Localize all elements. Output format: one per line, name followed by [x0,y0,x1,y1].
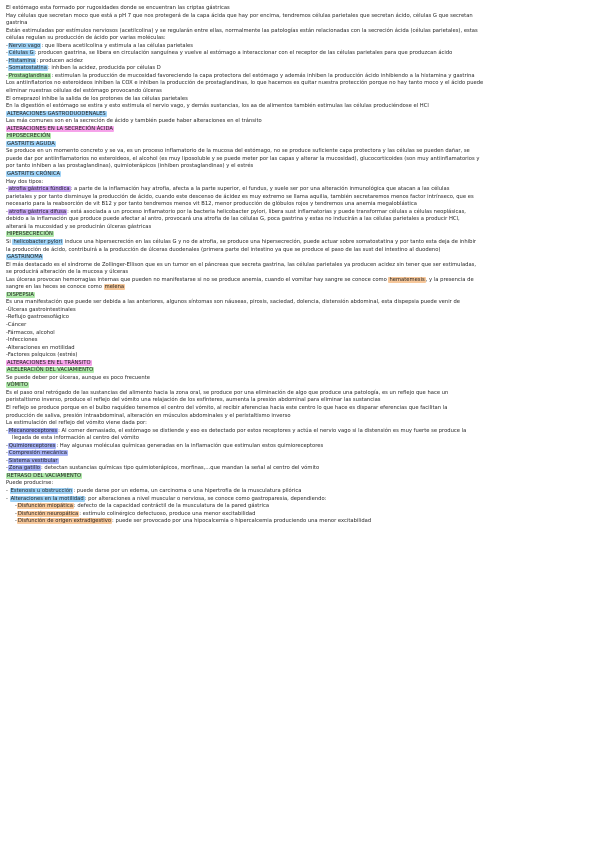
text-segment: : producen gastrina, se libera en circulación sanguínea y vuelve al estómago a interaccionar con el receptor de las células parietales para que produzcan ácido [34,50,453,57]
text-line [6,480,593,488]
text-segment: - [6,457,8,464]
highlighted-term: ALTERACIONES GASTRODUODENALES [7,110,106,117]
text-line [6,269,593,277]
text-segment: - [6,208,8,215]
text-segment: , y la presencia de [425,276,474,283]
text-segment: por tanto inhiben a las prostaglandinas), quimioterápicos (inhiben prostaglandinas) y el estrés [6,163,254,170]
text-segment: - [15,510,17,517]
text-line [6,382,593,390]
text-segment: Se puede deber por úlceras, aunque es poco frecuente [6,374,150,381]
text-segment: : inhiben la acidez, producida por células D [47,65,161,72]
text-segment: Los antiinflatorios no esteroideos inhiben la COX e inhiben la producción de prostaglandinas, lo que hacemos es quitar nuestra protección porque no hay tanto moco y el ácido puede [6,80,484,87]
text-segment: Las más comunes son en la secreción de ácido y también puede haber alteraciones en el tránsito [6,118,262,125]
highlighted-term: atrofia gástrica difusa [8,208,67,215]
text-line [6,405,593,413]
text-line [6,465,593,473]
text-line [6,201,593,209]
text-segment: Si [6,238,13,245]
text-line [6,179,593,187]
text-segment: puede dar por antiinflamatorios no esteroideos, el alcohol (es muy liposoluble y se puede meter por las capas y alterar la mucosidad), glucocorticoides (son muy antiinflamatorios y [6,155,480,162]
text-line [6,262,593,270]
text-line [6,314,593,322]
text-segment: La estimulación del reflejo del vómito viene dada por: [6,420,147,427]
highlighted-term: HIPOSECRECIÓN [7,133,51,140]
highlighted-term: ALTERACIONES EN LA SECRECIÓN ÁCIDA [7,125,113,132]
text-segment: -Alteraciones en motilidad [6,344,75,351]
text-segment: llegada de esta información al centro del vómito [12,435,139,442]
highlighted-term: Compresión mecánica [8,450,67,457]
text-line [6,375,593,383]
text-segment: : está asociada a un proceso inflamatorio por la bacteria helicobacter pylori, libera sust inflamatorias y puede transformar células a células neoplásicas, [67,208,466,215]
text-segment: Es el paso oral retrógado de las sustancias del alimento hacia la zona oral, se produce por una eliminación de algo que produce una patología, es un reflejo que hace un [6,389,449,396]
text-segment: células regulan su producción de ácido por varias moléculas: [6,35,166,42]
text-segment: - [6,57,8,64]
highlighted-term: Mecanoreceptores [8,427,58,434]
text-segment: se producirá alteración de la mucosa y úlceras [6,269,129,276]
text-segment: - [6,186,8,193]
text-line [6,420,593,428]
text-line [6,397,593,405]
text-line [6,488,593,496]
text-line [6,118,593,126]
text-segment: : producen acidez [36,57,83,64]
text-segment: : estímulo colinérgico defectuoso, produce una menor excitabilidad [79,510,256,517]
text-segment: Puede producirse: [6,480,54,487]
text-line [6,126,593,134]
text-segment: El reflejo se produce porque en el bulbo raquídeo tenemos el centro del vómito, al recibir aferencias hacia este centro lo que hace es disparar eferencias que facilitan la [6,404,448,411]
text-segment: - [6,442,8,449]
text-line [6,299,593,307]
text-segment: -Factores psíquicos (estrés) [6,352,78,359]
text-segment: peristaltismo inverso, produce el reflejo del vómito una relajación de los esfínteres, aumenta la presión abdominal para eliminar las sustancias [6,397,381,404]
text-segment: - [6,488,10,494]
text-line [6,352,593,360]
highlighted-term: atrofia gástrica fúndica [8,186,70,193]
highlighted-term: Zona gatillo [8,465,40,472]
highlighted-term: Disfunción miopática [17,503,73,510]
highlighted-term: Disfunción de origen extradigestivo [17,518,112,525]
text-line [6,50,593,58]
text-line [6,518,593,526]
highlighted-term: GASTRINOMA [7,254,43,261]
text-segment: : por alteraciones a nivel muscular o nerviosa, se conoce como gastroparesia, dependiendo: [84,495,327,502]
text-segment: parietales y por tanto disminuye la producción de ácido, cuando este descenso de ácidez es muy extremo se llama aquilia, también secretaremos menos factor intrínseco, que es [6,193,474,200]
text-line [6,345,593,353]
text-line [6,496,593,504]
text-line [6,473,593,481]
text-segment: Las úlceras provocan hemorragias internas que pueden no manifestarse si no se produce anemia, cuando el vomitar hay sangre se conoce como [6,276,389,283]
text-line [6,88,593,96]
text-segment: : a parte de la inflamación hay atrofia, afecta a la parte superior, el fundus, y suele ser por una alteración inmunológica que atacan a las células [70,186,450,193]
text-segment: En la digestión el estómago se estira y esto estimula el nervio vago, y demás sustancias, los aa de alimentos también estimulas las células produciéndose el HCl [6,103,429,110]
text-segment: : puede ser provocado por una hipocalcemia o hipercalcemia produciendo una menor excitabilidad [112,518,372,525]
highlighted-term: Sistema vestibular [8,457,58,464]
text-segment: induce una hipersecreción en las células G y no de atrofia, se produce una hipersecreción, puede actuar sobre somatostatina y por tanto esta deja de inhibir [63,238,477,245]
text-line [6,65,593,73]
text-segment: producción de saliva, presión intraabdominal, alteración en músculos abdominales y el peristaltismo inverso [6,412,291,419]
text-segment: - [15,518,17,525]
text-segment: - [6,72,8,79]
text-line [6,13,593,21]
text-segment: - [6,42,8,49]
highlighted-term: Alteraciones en la motilidad [10,495,84,502]
text-line [6,171,593,179]
text-segment: Es una manifestación que puede ser debida a las anteriores, algunos síntomas son náuseas, pirosis, saciedad, dolencia, distensión abdominal, esta dispepsia puede venir de [6,299,461,306]
text-segment: Hay células que secretan moco que está a pH 7 que nos protegerá de la capa ácida que hay por encima, tendremos células parietales que secretan ácido, células G que secretan [6,12,473,19]
text-line [6,5,593,13]
highlighted-term: DISPEPSIA [7,291,34,298]
text-line [6,307,593,315]
text-segment: : Hay algunas moléculas químicas generadas en la inflamación que estimulan estos quimioreceptores [56,442,324,449]
text-line [6,103,593,111]
highlighted-term: GASTRITIS CRÓNICA [7,171,61,178]
text-segment: debido a la inflamación que produce puede afectar al antro, provocará una atrofia de las células G, poca gastrina y estas no inducirán a las células parietales a producir HCl, [6,216,460,223]
text-segment: sangre en las heces se conoce como [6,284,104,291]
highlighted-term: Disfunción neuropática [17,510,79,517]
text-segment: : puede darse por un edema, un carcinoma o una hipertrofia de la musculatura pilórica [73,488,302,494]
text-segment: Hay dos tipos: [6,178,44,185]
text-segment: El más destacado es el síndrome de Zollinger-Ellison que es un tumor en el páncreas que secreta gastrina, las células parietales ya producen acidez sin tener que ser estimuladas, [6,261,477,268]
text-line [6,322,593,330]
text-line [6,435,593,443]
highlighted-term: helicobacter pylori [13,238,63,245]
text-line [6,96,593,104]
highlighted-term: Estenosis u obstrucción [10,488,73,494]
text-segment: Están estimuladas por estímulos nerviosos (acetilcolina) y se regularán entre ellas, normalmente las patologías están relacionadas con la secreción ácida (células parietales), estas [6,27,478,34]
text-segment: - [6,465,8,472]
highlighted-term: melena [104,284,125,291]
text-segment: Se produce en un momento concreto y se va, es un proceso inflamatorio de la mucosa del estómago, no se produce suficiente capa protectora y las células se pueden dañar, se [6,148,470,155]
text-line [6,35,593,43]
text-line [6,367,593,375]
text-segment: -Infecciones [6,337,38,344]
text-segment: -Reflujo gastroesofágico [6,314,69,321]
text-line [6,284,593,292]
text-segment: : Al comer demasiado, el estómago se distiende y eso es detectado por estos receptores y actúa el nervio vago si la distensión es muy fuerte se produce la [58,427,467,434]
text-segment: : que libera acetilcolina y estimula a las células parietales [41,42,193,49]
text-segment: : detectan sustancias químicas tipo quimioterápicos, morfinas,...que mandan la señal al centro del vómito [41,465,320,472]
text-segment: : estimulan la producción de mucosidad favoreciendo la capa protectora del estómago y además inhiben la producción ácido inhibiendo a la histamina y gastrina [51,72,475,79]
text-segment: -Úlceras gastrointestinales [6,306,76,313]
text-line [6,186,593,194]
highlighted-term: HIPERSECRECIÓN [7,231,53,238]
text-line [6,80,593,88]
highlighted-term: Nervio vago [8,42,41,49]
text-line [6,239,593,247]
text-line [6,443,593,451]
highlighted-term: GASTRITIS AGUDA [7,140,55,147]
highlighted-term: Quimioreceptores [8,442,56,449]
text-segment: - [6,450,8,457]
text-segment: El estómago esta formado por rugosidades donde se encuentran las criptas gástricas [6,5,230,11]
text-segment: - [6,65,8,72]
text-line [6,360,593,368]
text-segment: - [15,503,17,510]
highlighted-term: Histamina [8,57,36,64]
text-line [6,247,593,255]
text-line [6,503,593,511]
highlighted-term: ACELERACIÓN DEL VACIAMIENTO [7,367,94,374]
text-segment: -Fármacos, alcohol [6,329,55,336]
text-line [6,216,593,224]
text-line [6,337,593,345]
highlighted-term: VÓMITO [7,382,28,389]
text-line [6,133,593,141]
text-segment: eliminar nuestras células del estómago provocando úlceras [6,88,162,95]
text-segment: la producción de ácido, contribuirá a la producción de úlceras duodenales (primera parte del intestino ya que se produce el paso de las sust del intestino al duodeno) [6,246,441,253]
highlighted-term: ALTERACIONES EN EL TRÁNSITO [7,359,91,366]
highlighted-term: RETRASO DEL VACIAMIENTO [7,472,82,479]
text-line [6,413,593,421]
text-segment: - [6,50,8,57]
text-line [6,231,593,239]
highlighted-term: Prostaglandinas [8,72,51,79]
text-segment: : defecto de la capacidad contráctil de la musculatura de la pared gástrica [73,503,270,510]
text-line [6,20,593,28]
text-line [6,254,593,262]
text-line [6,277,593,285]
text-line [6,148,593,156]
text-line [6,163,593,171]
highlighted-term: Células G [8,50,34,57]
text-segment: - [6,495,10,502]
highlighted-term: Somatostatina [8,65,47,72]
text-segment: -Cáncer [6,321,27,328]
text-line [6,224,593,232]
text-segment: alterará la mucosidad y se producirán úlceras gástricas [6,223,152,230]
text-segment: necesario para la reabsorción de vit B12 y por tanto tendremos menos vit B12, menor producción de glóbulos rojos y tendremos una anemia megaloblástica [6,201,417,208]
text-line [6,450,593,458]
text-segment: - [6,427,8,434]
text-line [6,330,593,338]
highlighted-term: hematemesis [389,276,425,283]
text-segment: gastrina [6,20,28,27]
text-segment: El omeprazol inhibe la salida de los protones de las células parietales [6,95,188,102]
